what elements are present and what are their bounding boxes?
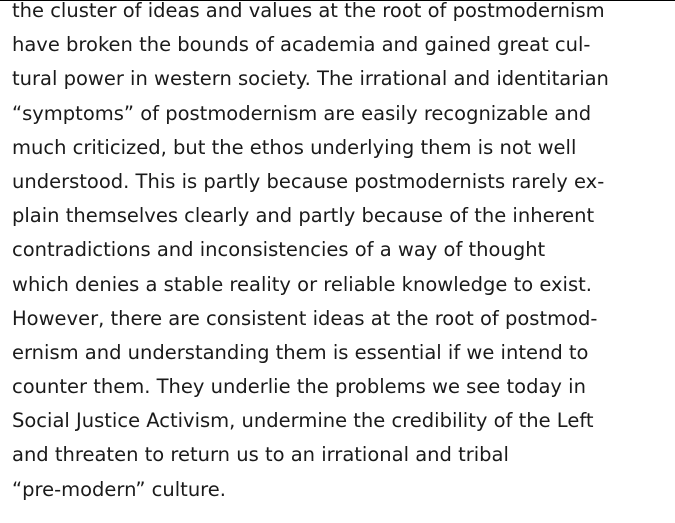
paragraph-line-2: have broken the bounds of academia and gained great cul- — [12, 33, 591, 57]
paragraph-line-6: understood. This is partly because postmodernists rarely ex- — [12, 169, 605, 193]
paragraph-line-4: “symptoms” of postmodernism are easily recognizable and — [12, 101, 592, 125]
paragraph-line-1: the cluster of ideas and values at the root of postmodernism — [12, 0, 605, 22]
paragraph-line-12: counter them. They underlie the problems we see today in — [12, 375, 586, 399]
paragraph-line-11: ernism and understanding them is essential if we intend to — [12, 340, 589, 364]
paragraph-line-9: which denies a stable reality or reliable knowledge to exist. — [12, 272, 592, 296]
paragraph-line-8: contradictions and inconsistencies of a way of thought — [12, 238, 546, 262]
paragraph-line-10: However, there are consistent ideas at the root of postmod- — [12, 306, 598, 330]
paragraph-line-15: “pre-modern” culture. — [12, 477, 226, 501]
paragraph-line-5: much criticized, but the ethos underlying them is not well — [12, 135, 577, 159]
paragraph-line-14: and threaten to return us to an irrational and tribal — [12, 443, 509, 467]
article-paragraph — [12, 0, 662, 507]
paragraph-line-7: plain themselves clearly and partly because of the inherent — [12, 204, 595, 228]
paragraph-line-13: Social Justice Activism, undermine the credibility of the Left — [12, 409, 594, 433]
paragraph-line-3: tural power in western society. The irrational and identitarian — [12, 67, 609, 91]
